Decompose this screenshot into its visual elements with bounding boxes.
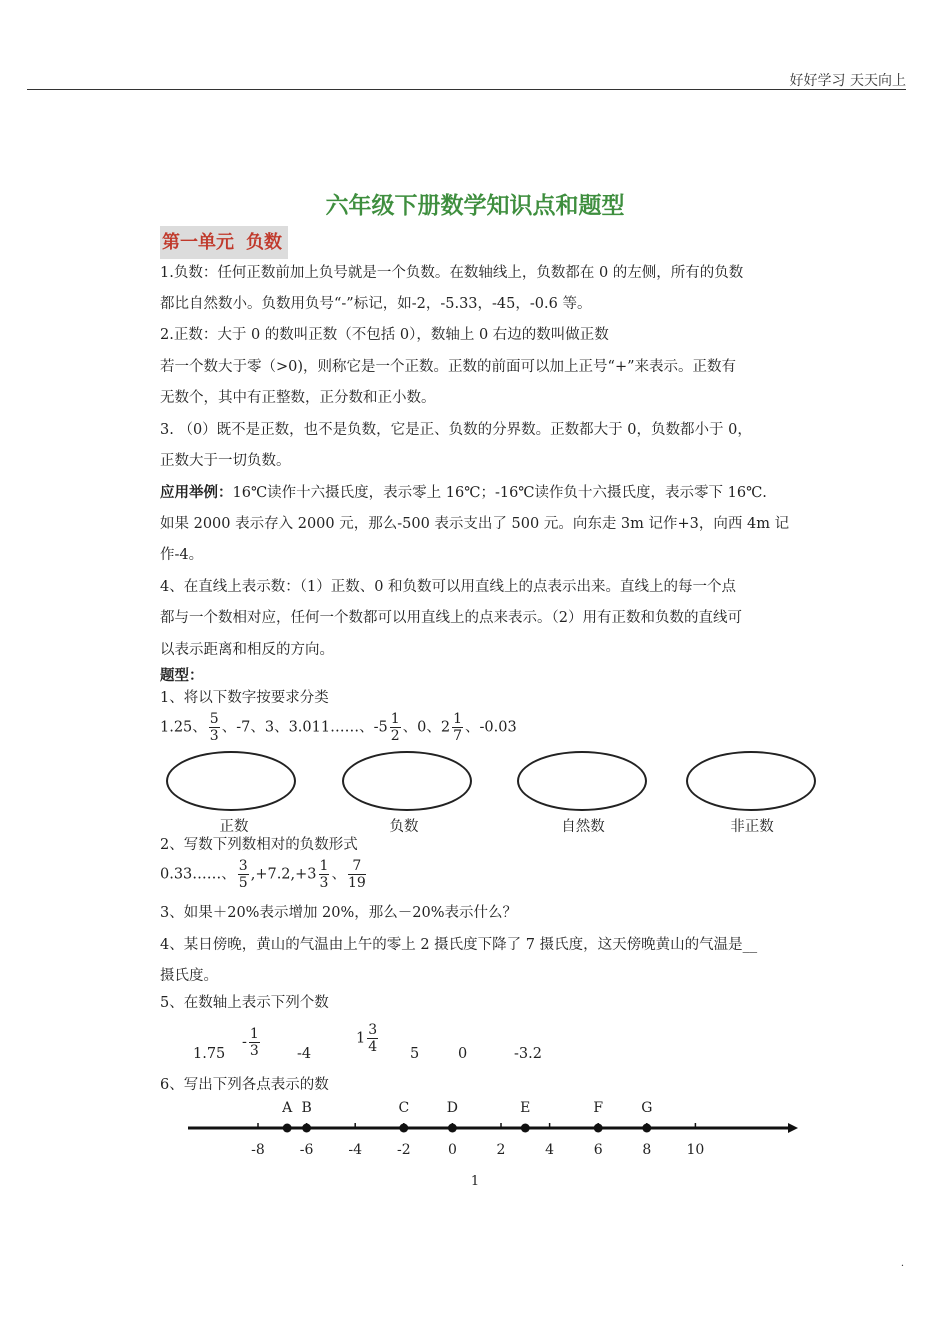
tick-label: -2	[396, 1142, 411, 1158]
tick-label: 6	[593, 1142, 603, 1158]
tick-label: 10	[686, 1142, 705, 1158]
category-label: 正数	[219, 819, 249, 835]
number-line	[0, 1090, 950, 1170]
q5-number: 0	[458, 1046, 468, 1062]
q5-number: 1.75	[193, 1046, 226, 1062]
paragraph-negative-1: 1.负数：任何正数前加上负号就是一个负数。在数轴线上，负数都在 0 的左侧，所有的负数	[160, 265, 744, 281]
q5-number: -3.2	[514, 1046, 542, 1062]
answer-circle-natural[interactable]	[517, 751, 647, 811]
category-label: 非正数	[730, 819, 774, 835]
paragraph-example-2: 如果 2000 表示存入 2000 元，那么-500 表示支出了 500 元。向东走 3m 记作+3，向西 4m 记	[160, 516, 790, 532]
point-label: C	[398, 1100, 410, 1116]
point-c	[399, 1124, 408, 1133]
paragraph-numberline-1: 4、在直线上表示数：（1）正数、0 和负数可以用直线上的点表示出来。直线上的每一个点	[160, 579, 737, 595]
tick-label: -6	[299, 1142, 314, 1158]
exercises-heading: 题型：	[160, 667, 204, 684]
tick-label: -8	[251, 1142, 265, 1158]
page-number: 1	[470, 1174, 480, 1189]
point-label: B	[301, 1100, 312, 1116]
question-5: 5、在数轴上表示下列个数	[160, 995, 329, 1011]
question-2-numbers: 0.33……、 $\frac{3}{5}$ ,+7.2,+3 $\frac{1}{3}$ 、 $\frac{7}{19}$	[160, 858, 366, 891]
answer-circle-negative[interactable]	[342, 751, 472, 811]
point-a	[283, 1124, 292, 1133]
example-text: 16℃读作十六摄氏度，表示零上 16℃；-16℃读作负十六摄氏度，表示零下 16℃.	[232, 485, 767, 501]
question-1-numbers: 1.25、 $\frac{5}{3}$ 、-7、3、3.011……、-5 $\frac{1}{2}$ 、0、2 $\frac{1}{7}$ 、-0.03	[160, 711, 517, 744]
tick-label: 2	[496, 1142, 506, 1158]
point-label: D	[446, 1100, 459, 1116]
question-6: 6、写出下列各点表示的数	[160, 1077, 329, 1093]
point-label: A	[282, 1100, 293, 1116]
section-heading	[160, 226, 288, 259]
q5-number: 5	[410, 1046, 420, 1062]
category-label: 负数	[389, 819, 419, 835]
point-label: F	[593, 1100, 604, 1116]
q5-number: - $\frac{1}{3}$	[242, 1026, 259, 1059]
tick-label: 0	[447, 1142, 457, 1158]
tick-label: 4	[545, 1142, 555, 1158]
corner-mark: .	[900, 1258, 904, 1269]
fraction: $\frac{7}{19}$	[347, 858, 366, 891]
point-b	[302, 1124, 311, 1133]
paragraph-positive-3: 无数个，其中有正整数，正分数和正小数。	[160, 390, 436, 406]
point-label: E	[520, 1100, 531, 1116]
question-4: 4、某日傍晚，黄山的气温由上午的零上 2 摄氏度下降了 7 摄氏度，这天傍晚黄山的气温是__	[160, 937, 758, 953]
answer-circle-nonpositive[interactable]	[686, 751, 816, 811]
paragraph-example-3: 作-4。	[160, 547, 204, 563]
paragraph-negative-2: 都比自然数小。负数用负号“-”标记，如-2，-5.33，-45，-0.6 等。	[160, 296, 592, 312]
paragraph-numberline-2: 都与一个数相对应，任何一个数都可以用直线上的点来表示。（2）用有正数和负数的直线可	[160, 610, 742, 626]
question-1: 1、将以下数字按要求分类	[160, 690, 329, 706]
point-d	[448, 1124, 457, 1133]
header-motto: 好好学习 天天向上	[789, 73, 906, 89]
category-label: 自然数	[561, 819, 605, 835]
example-label: 应用举例：	[160, 484, 233, 501]
point-label: G	[641, 1100, 653, 1116]
tick-label: -4	[348, 1142, 363, 1158]
fraction: $\frac{3}{5}$	[238, 858, 248, 891]
page-title: 六年级下册数学知识点和题型	[325, 193, 625, 219]
paragraph-zero-1: 3. （0）既不是正数，也不是负数，它是正、负数的分界数。正数都大于 0，负数都小于 0，	[160, 422, 752, 438]
point-f	[594, 1124, 603, 1133]
section-label: 第一单元	[162, 232, 234, 253]
question-3: 3、如果＋20%表示增加 20%，那么－20%表示什么？	[160, 905, 518, 921]
fraction: $\frac{1}{3}$	[319, 858, 329, 891]
question-2: 2、写数下列数相对的负数形式	[160, 837, 358, 853]
q5-number: 1 $\frac{3}{4}$	[356, 1022, 378, 1055]
question-4-cont: 摄氏度。	[160, 968, 218, 984]
q5-number: -4	[297, 1046, 312, 1062]
paragraph-positive-1: 2.正数：大于 0 的数叫正数（不包括 0），数轴上 0 右边的数叫做正数	[160, 327, 609, 343]
paragraph-example-1	[160, 483, 810, 503]
fraction: $\frac{1}{2}$	[390, 711, 400, 744]
section-topic: 负数	[246, 232, 282, 253]
paragraph-positive-2: 若一个数大于零（>0)，则称它是一个正数。正数的前面可以加上正号“+”来表示。正数有	[160, 359, 737, 375]
fraction: $\frac{1}{7}$	[453, 711, 463, 744]
paragraph-zero-2: 正数大于一切负数。	[160, 453, 291, 469]
tick-label: 8	[642, 1142, 652, 1158]
answer-circle-positive[interactable]	[166, 751, 296, 811]
point-e	[521, 1124, 530, 1133]
header-divider	[27, 89, 906, 90]
point-g	[642, 1124, 651, 1133]
fraction: $\frac{5}{3}$	[209, 711, 219, 744]
paragraph-numberline-3: 以表示距离和相反的方向。	[160, 642, 334, 658]
